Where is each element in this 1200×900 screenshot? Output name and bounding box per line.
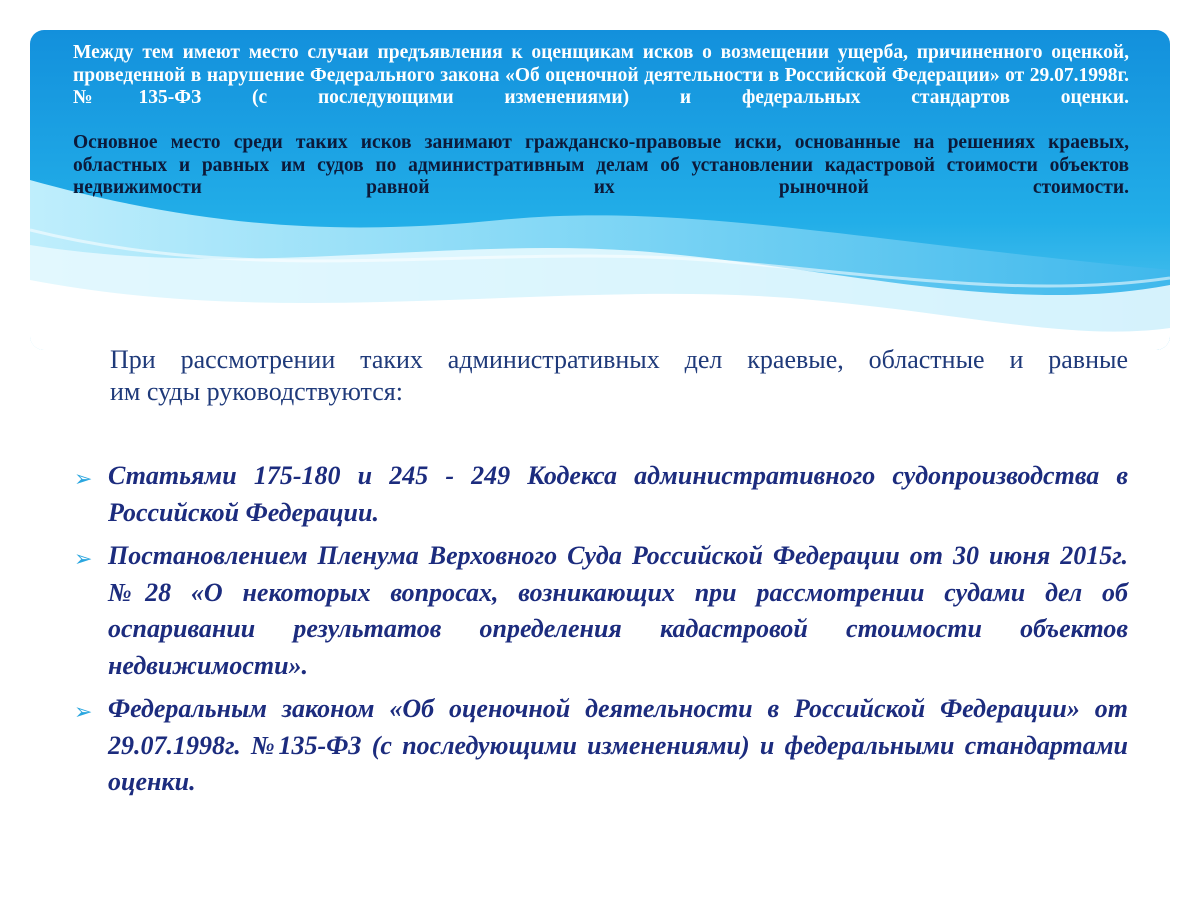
arrow-bullet-icon: ➢ [74, 467, 93, 492]
intro-paragraph [110, 344, 1128, 408]
list-item [70, 538, 1128, 684]
header-paragraph-1: Между тем имеют место случаи предъявления к оценщикам исков о возмещении ущерба, причиненного оценкой, проведенной в нарушение Федерального закона «Об оценочной деятельности в Российской Федерации» от 29.07.1998г. №135-ФЗ (с последующими изменениями) и федеральных стандартов оценки. [73, 42, 1129, 108]
header-text [73, 42, 1129, 200]
header-paragraph-2: Основное место среди таких исков занимают гражданско-правовые иски, основанные на решениях краевых, областных и равных им судов по административным делам об установлении кадастровой стоимости объектов недвижимости равной их рыночной стоимости. [73, 132, 1129, 198]
arrow-bullet-icon: ➢ [74, 700, 93, 725]
list-item [70, 458, 1128, 531]
list-item-text: Статьями 175-180 и 245 - 249 Кодекса административного судопроизводства в Российской Федерации. [108, 461, 1128, 527]
list-item-text: Постановлением Пленума Верховного Суда Российской Федерации от 30 июня 2015г. №28 «О некоторых вопросах, возникающих при рассмотрении судами дел об оспаривании результатов определения кадастровой стоимости объектов недвижимости». [108, 541, 1128, 680]
intro-line-2: им суды руководствуются: [110, 377, 403, 406]
arrow-bullet-icon: ➢ [74, 547, 93, 572]
list-item-text: Федеральным законом «Об оценочной деятельности в Российской Федерации» от 29.07.1998г. №135-ФЗ (с последующими изменениями) и федеральными стандартами оценки. [108, 694, 1128, 796]
intro-line-1: При рассмотрении таких административных дел краевые, областные и равные [110, 345, 1128, 374]
bullet-list [70, 458, 1128, 808]
list-item [70, 691, 1128, 801]
